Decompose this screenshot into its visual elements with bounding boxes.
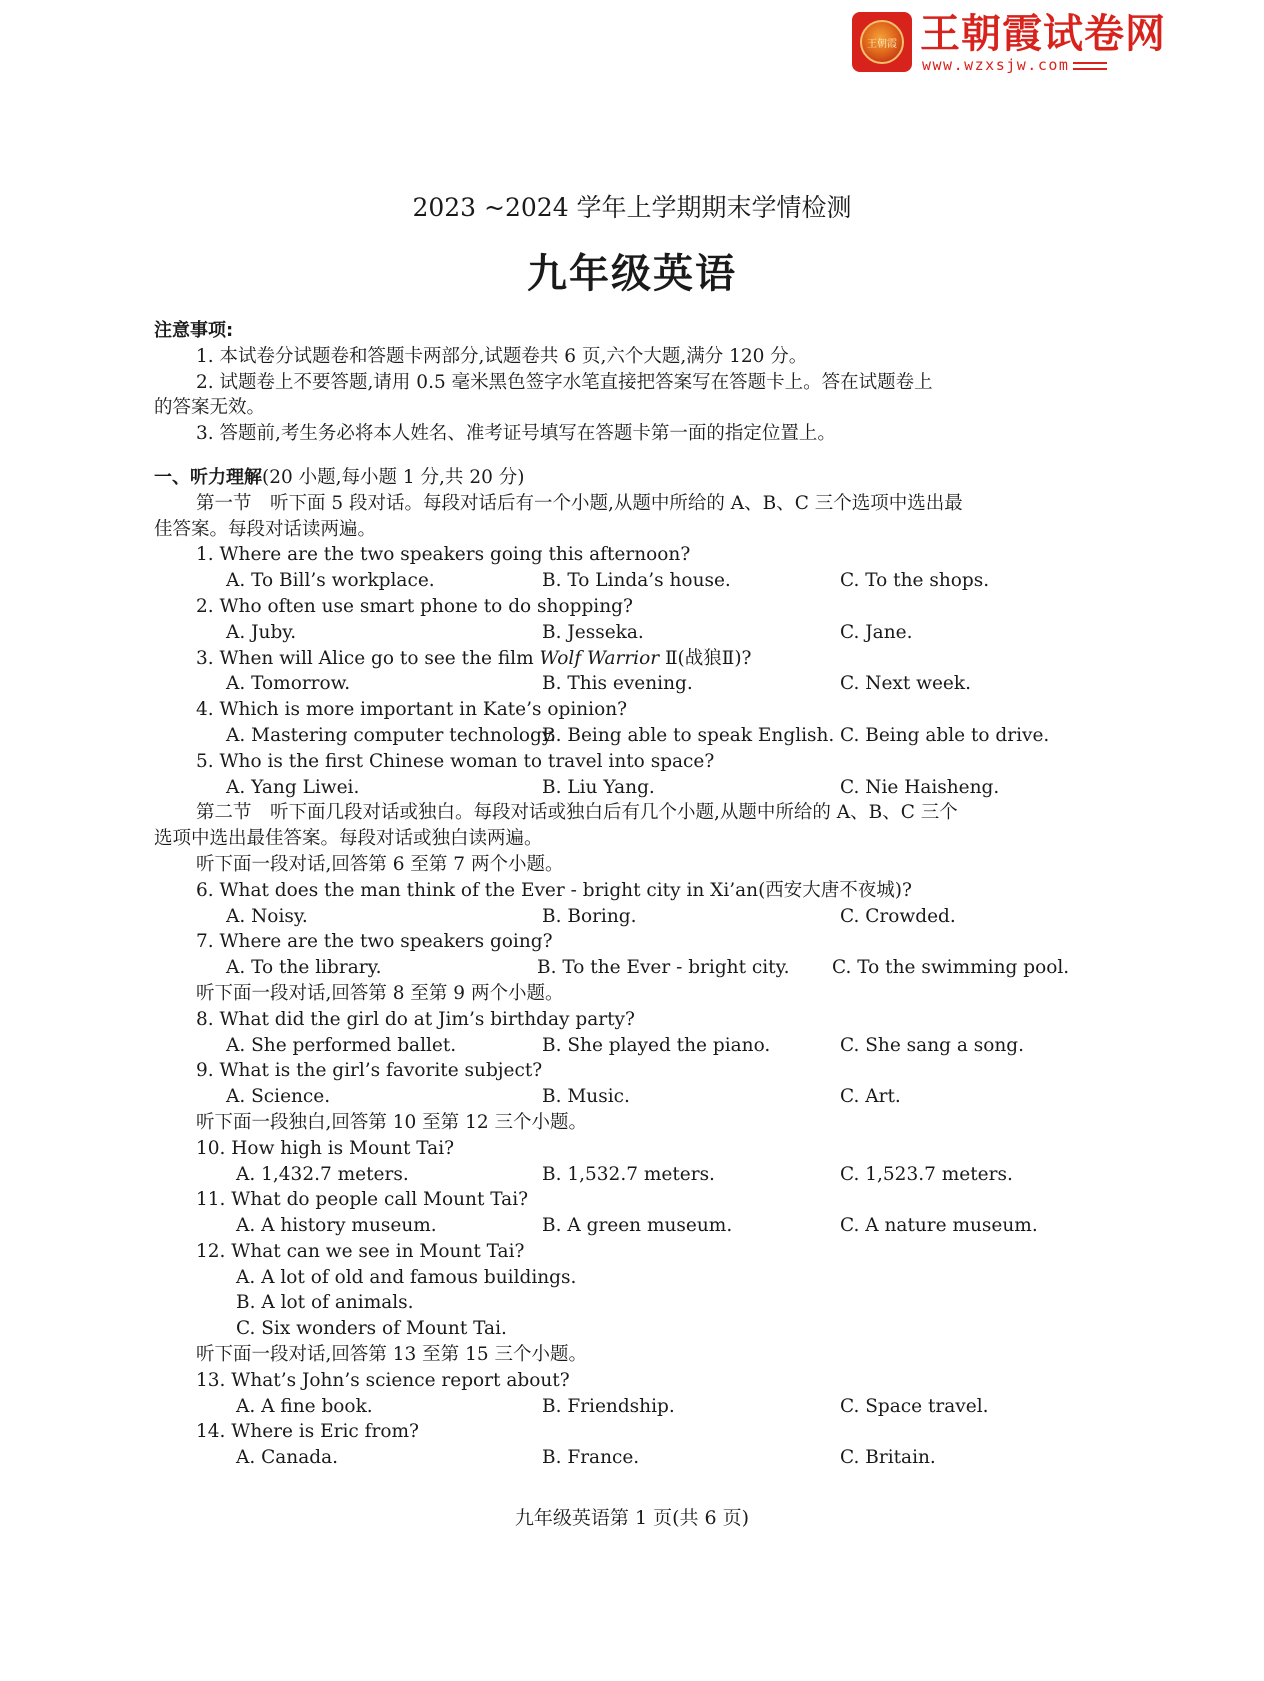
option-a: A. She performed ballet.: [226, 1034, 457, 1056]
part1-instruction-continued: 佳答案。每段对话读两遍。: [154, 518, 377, 540]
option-a: A. A fine book.: [236, 1395, 373, 1417]
option-c: C. To the swimming pool.: [832, 957, 1070, 979]
question-5: 5. Who is the first Chinese woman to travel into space?: [196, 750, 715, 772]
notice-heading: 注意事项:: [154, 320, 234, 341]
logo-badge-text: 王朝霞: [867, 39, 897, 50]
option-c: C. Six wonders of Mount Tai.: [236, 1318, 507, 1340]
question-1: 1. Where are the two speakers going this afternoon?: [196, 544, 691, 566]
options-2: [154, 620, 1059, 646]
option-a: A. To the library.: [226, 957, 382, 979]
options-4: [154, 723, 1059, 749]
section-title: 一、听力理解: [154, 466, 262, 488]
question-11: 11. What do people call Mount Tai?: [196, 1189, 529, 1211]
exam-title: 2023 ~2024 学年上学期期末学情检测: [412, 193, 852, 222]
option-b: B. Music.: [542, 1086, 630, 1108]
group-instruction: 听下面一段对话,回答第 13 至第 15 三个小题。: [196, 1344, 587, 1366]
option-c: C. Crowded.: [840, 905, 956, 927]
exam-subject: 九年级英语: [527, 250, 737, 297]
question-10: 10. How high is Mount Tai?: [196, 1137, 455, 1159]
options-1: [154, 568, 1059, 594]
option-b: B. Friendship.: [542, 1395, 675, 1417]
option-b: B. A green museum.: [542, 1215, 733, 1237]
option-b: B. To the Ever - bright city.: [537, 957, 790, 979]
logo-url-text: www.wzxsjw.com: [922, 56, 1070, 74]
logo-name: 王朝霞试卷网: [920, 11, 1166, 57]
question-3-text: 3. When will Alice go to see the film: [196, 647, 540, 669]
options-13: [154, 1394, 1059, 1420]
option-b: B. Jesseka.: [542, 621, 644, 643]
option-b: B. A lot of animals.: [236, 1292, 414, 1314]
option-b: B. Liu Yang.: [542, 776, 655, 798]
options-5: [154, 775, 1059, 801]
notice-item-continued: 的答案无效。: [154, 397, 266, 419]
question-12: 12. What can we see in Mount Tai?: [196, 1240, 525, 1262]
option-c: C. Nie Haisheng.: [840, 776, 1000, 798]
question-3: [154, 646, 1059, 672]
option-c: C. A nature museum.: [840, 1215, 1038, 1237]
group-instruction: 听下面一段独白,回答第 10 至第 12 三个小题。: [196, 1111, 587, 1133]
option-c: C. Being able to drive.: [840, 724, 1050, 746]
film-title: Wolf Warrior: [539, 647, 660, 669]
option-c: C. To the shops.: [840, 570, 990, 592]
part2-instruction: 第二节 听下面几段对话或独白。每段对话或独白后有几个小题,从题中所给的 A、B、C 三个: [196, 802, 958, 824]
option-c: C. Art.: [840, 1086, 901, 1108]
option-a: A. Juby.: [226, 621, 297, 643]
option-a: A. Yang Liwei.: [226, 776, 360, 798]
question-8: 8. What did the girl do at Jim’s birthday party?: [196, 1008, 635, 1030]
option-a: A. Tomorrow.: [226, 673, 351, 695]
option-a: A. Canada.: [236, 1447, 339, 1469]
option-b: B. To Linda’s house.: [542, 570, 731, 592]
options-6: [154, 904, 1059, 930]
options-11: [154, 1213, 1059, 1239]
option-b: B. This evening.: [542, 673, 693, 695]
question-14: 14. Where is Eric from?: [196, 1421, 419, 1443]
options-10: [154, 1162, 1059, 1188]
option-a: A. Science.: [226, 1086, 331, 1108]
notice-item: 3. 答题前,考生务必将本人姓名、准考证号填写在答题卡第一面的指定位置上。: [196, 423, 836, 445]
group-instruction: 听下面一段对话,回答第 6 至第 7 两个小题。: [196, 853, 564, 875]
section-heading: [154, 465, 1059, 491]
group-instruction: 听下面一段对话,回答第 8 至第 9 两个小题。: [196, 982, 564, 1004]
question-9: 9. What is the girl’s favorite subject?: [196, 1060, 543, 1082]
option-a: A. Noisy.: [226, 905, 308, 927]
question-6: 6. What does the man think of the Ever - bright city in Xi’an(西安大唐不夜城)?: [196, 879, 912, 901]
option-c: C. 1,523.7 meters.: [840, 1163, 1013, 1185]
options-7: [154, 955, 1070, 981]
question-13: 13. What’s John’s science report about?: [196, 1369, 570, 1391]
logo-badge-icon: [852, 12, 912, 72]
exam-content: [154, 318, 1070, 1471]
notice-item: 2. 试题卷上不要答题,请用 0.5 毫米黑色签字水笔直接把答案写在答题卡上。答在试题卷上: [196, 371, 933, 393]
options-8: [154, 1033, 1059, 1059]
option-c: C. Space travel.: [840, 1395, 989, 1417]
question-2: 2. Who often use smart phone to do shopping?: [196, 595, 633, 617]
option-c: C. Britain.: [840, 1447, 936, 1469]
question-7: 7. Where are the two speakers going?: [196, 931, 553, 953]
logo-lines-icon: [1073, 62, 1107, 70]
part1-instruction: 第一节 听下面 5 段对话。每段对话后有一个小题,从题中所给的 A、B、C 三个选项中选出最: [196, 492, 963, 514]
options-14: [154, 1445, 1059, 1471]
option-b: B. She played the piano.: [542, 1034, 771, 1056]
logo-url: [922, 56, 1107, 74]
option-c: C. Jane.: [840, 621, 913, 643]
option-b: B. France.: [542, 1447, 640, 1469]
site-logo: [852, 10, 1164, 74]
question-3-text-end: Ⅱ(战狼Ⅱ)?: [659, 647, 752, 669]
option-b: B. 1,532.7 meters.: [542, 1163, 715, 1185]
option-a: A. Mastering computer technology.: [226, 724, 556, 746]
option-a: A. A history museum.: [236, 1215, 437, 1237]
option-b: B. Boring.: [542, 905, 637, 927]
options-3: [154, 671, 1059, 697]
option-b: B. Being able to speak English.: [542, 724, 835, 746]
option-c: C. She sang a song.: [840, 1034, 1025, 1056]
notice-item: 1. 本试卷分试题卷和答题卡两部分,试题卷共 6 页,六个大题,满分 120 分。: [196, 345, 808, 367]
option-a: A. To Bill’s workplace.: [226, 570, 435, 592]
section-note: (20 小题,每小题 1 分,共 20 分): [262, 466, 525, 488]
part2-instruction-continued: 选项中选出最佳答案。每段对话或独白读两遍。: [154, 828, 543, 850]
option-a: A. A lot of old and famous buildings.: [236, 1266, 577, 1288]
question-4: 4. Which is more important in Kate’s opinion?: [196, 699, 628, 721]
option-a: A. 1,432.7 meters.: [236, 1163, 409, 1185]
options-9: [154, 1084, 1059, 1110]
page-footer: 九年级英语第 1 页(共 6 页): [514, 1507, 750, 1529]
option-c: C. Next week.: [840, 673, 971, 695]
